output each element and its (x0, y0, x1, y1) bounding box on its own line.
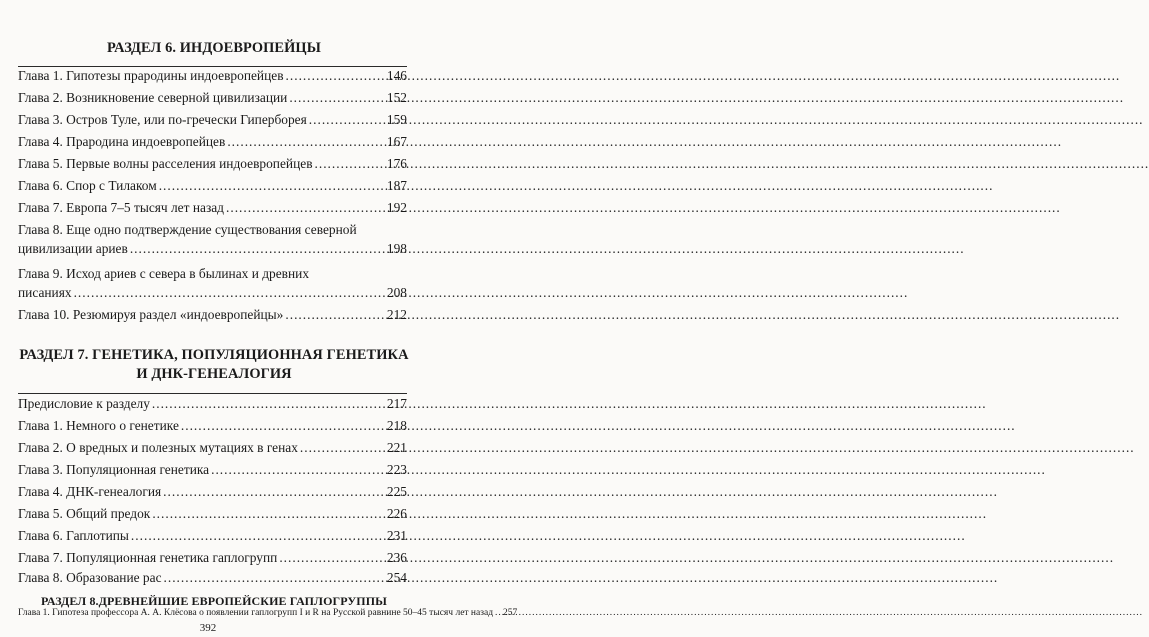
leader-dots (211, 460, 385, 479)
toc-entry-page: 217 (386, 396, 407, 411)
toc-entry (18, 176, 407, 195)
toc-entry (18, 460, 407, 479)
section-7-title-line-1: РАЗДЕЛ 7. ГЕНЕТИКА, ПОПУЛЯЦИОННАЯ ГЕНЕТИКА (19, 347, 409, 363)
toc-entry (18, 482, 407, 501)
toc-entry-title: Глава 2. Возникновение северной цивилизации (18, 90, 288, 105)
leader-dots (289, 88, 385, 107)
toc-entry (18, 548, 407, 567)
leader-dots (163, 482, 385, 501)
section-6-title (18, 39, 410, 58)
leader-dots (315, 154, 385, 173)
toc-entry-page: 236 (386, 550, 407, 565)
toc-entry-title: Глава 1. Гипотеза профессора А. А. Клёсова о появлении (18, 608, 249, 618)
leader-dots (181, 416, 385, 435)
toc-entry-page: 192 (386, 200, 407, 215)
toc-entry (18, 416, 407, 435)
toc-entry (18, 568, 407, 587)
toc-entry-page: 218 (386, 418, 407, 433)
toc-entry-title: Глава 9. Исход ариев с севера в былинах и древних (18, 266, 310, 281)
toc-entry-title: Глава 5. Первые волны расселения индоевропейцев (18, 156, 313, 171)
toc-entry-title: Глава 4. Прародина индоевропейцев (18, 134, 226, 149)
leader-dots (152, 394, 385, 413)
toc-entry-page: 198 (386, 241, 407, 256)
toc-entry-page: 152 (386, 90, 407, 105)
toc-entry-title-cont: писаниях (18, 285, 72, 300)
toc-entry (18, 504, 407, 523)
toc-entry-page: 159 (386, 112, 407, 127)
leader-dots (226, 198, 385, 217)
toc-entry (18, 198, 407, 217)
toc-entry-page: 146 (386, 68, 407, 83)
toc-entry-title: Глава 6. Гаплотипы (18, 528, 129, 543)
toc-entry-title: Глава 8. Образование рас (18, 570, 162, 585)
leader-dots (286, 66, 385, 85)
toc-entry-page: 225 (386, 484, 407, 499)
toc-entry-title: Глава 7. Популяционная генетика гаплогрупп (18, 550, 278, 565)
toc-entry-page: 231 (386, 528, 407, 543)
toc-entry-title: Глава 5. Общий предок (18, 506, 151, 521)
toc-entry (18, 305, 407, 324)
toc-entry-title-cont: гаплогрупп I и R на Русской равнине 50–45 тысяч лет назад (251, 608, 494, 618)
toc-entry-page: 212 (386, 307, 407, 322)
toc-entry (18, 220, 407, 258)
leader-dots (279, 548, 385, 567)
toc-entry-title: Глава 7. Европа 7–5 тысяч лет назад (18, 200, 224, 215)
section-8-title (18, 594, 410, 608)
leader-dots (300, 438, 385, 457)
toc-entry-title: Глава 6. Спор с Тилаком (18, 178, 157, 193)
leader-dots (74, 283, 385, 302)
toc-entry-page: 208 (386, 285, 407, 300)
toc-entry (18, 110, 407, 129)
toc-entry-page: 187 (386, 178, 407, 193)
leader-dots (130, 239, 385, 258)
toc-entry-title: Предисловие к разделу (18, 396, 150, 411)
section-6-title-line-1: РАЗДЕЛ 6. ИНДОЕВРОПЕЙЦЫ (107, 40, 321, 56)
leader-dots (131, 526, 385, 545)
toc-entry-page: 221 (386, 440, 407, 455)
toc-entry-title: Глава 2. О вредных и полезных мутациях в генах (18, 440, 298, 455)
leader-dots (227, 132, 385, 151)
toc-entry-title-cont: цивилизации ариев (18, 241, 128, 256)
toc-entry-page: 176 (386, 156, 407, 171)
section-7-title-line-2: И ДНК-ГЕНЕАЛОГИЯ (136, 366, 292, 382)
toc-entry-page: 223 (386, 462, 407, 477)
toc-entry-page: 257 (503, 608, 518, 618)
page-number: 392 (199, 622, 217, 634)
toc-entry (18, 608, 518, 619)
toc-entry-title: Глава 3. Популяционная генетика (18, 462, 210, 477)
toc-entry (18, 154, 407, 173)
toc-entry-title: Глава 1. Немного о генетике (18, 418, 179, 433)
section-8-title-line-2: ГАПЛОГРУППЫ (289, 594, 388, 608)
toc-entry-page: 167 (386, 134, 407, 149)
leader-dots (285, 305, 385, 324)
toc-entry-title: Глава 3. Остров Туле, или по-гречески Гиперборея (18, 112, 307, 127)
toc-entry (18, 132, 407, 151)
toc-entry (18, 264, 407, 302)
toc-entry-title: Глава 1. Гипотезы прародины индоевропейцев (18, 68, 284, 83)
leader-dots (159, 176, 385, 195)
section-7-title (18, 346, 410, 384)
toc-entry-page: 226 (386, 506, 407, 521)
toc-entry (18, 526, 407, 545)
leader-dots (309, 110, 385, 129)
leader-dots (152, 504, 385, 523)
toc-entry-title: Глава 8. Еще одно подтверждение существования северной (18, 222, 357, 237)
toc-entry (18, 66, 407, 85)
section-8-title-line-1: РАЗДЕЛ 8.ДРЕВНЕЙШИЕ ЕВРОПЕЙСКИЕ (40, 594, 287, 608)
leader-dots (495, 608, 501, 619)
toc-entry-title: Глава 4. ДНК-генеалогия (18, 484, 162, 499)
toc-entry (18, 394, 407, 413)
toc-entry (18, 88, 407, 107)
book-page (0, 0, 518, 637)
toc-entry-page: 254 (386, 570, 407, 585)
toc-entry-title: Глава 10. Резюмируя раздел «индоевропейцы» (18, 307, 284, 322)
leader-dots (164, 568, 385, 587)
toc-entry (18, 438, 407, 457)
